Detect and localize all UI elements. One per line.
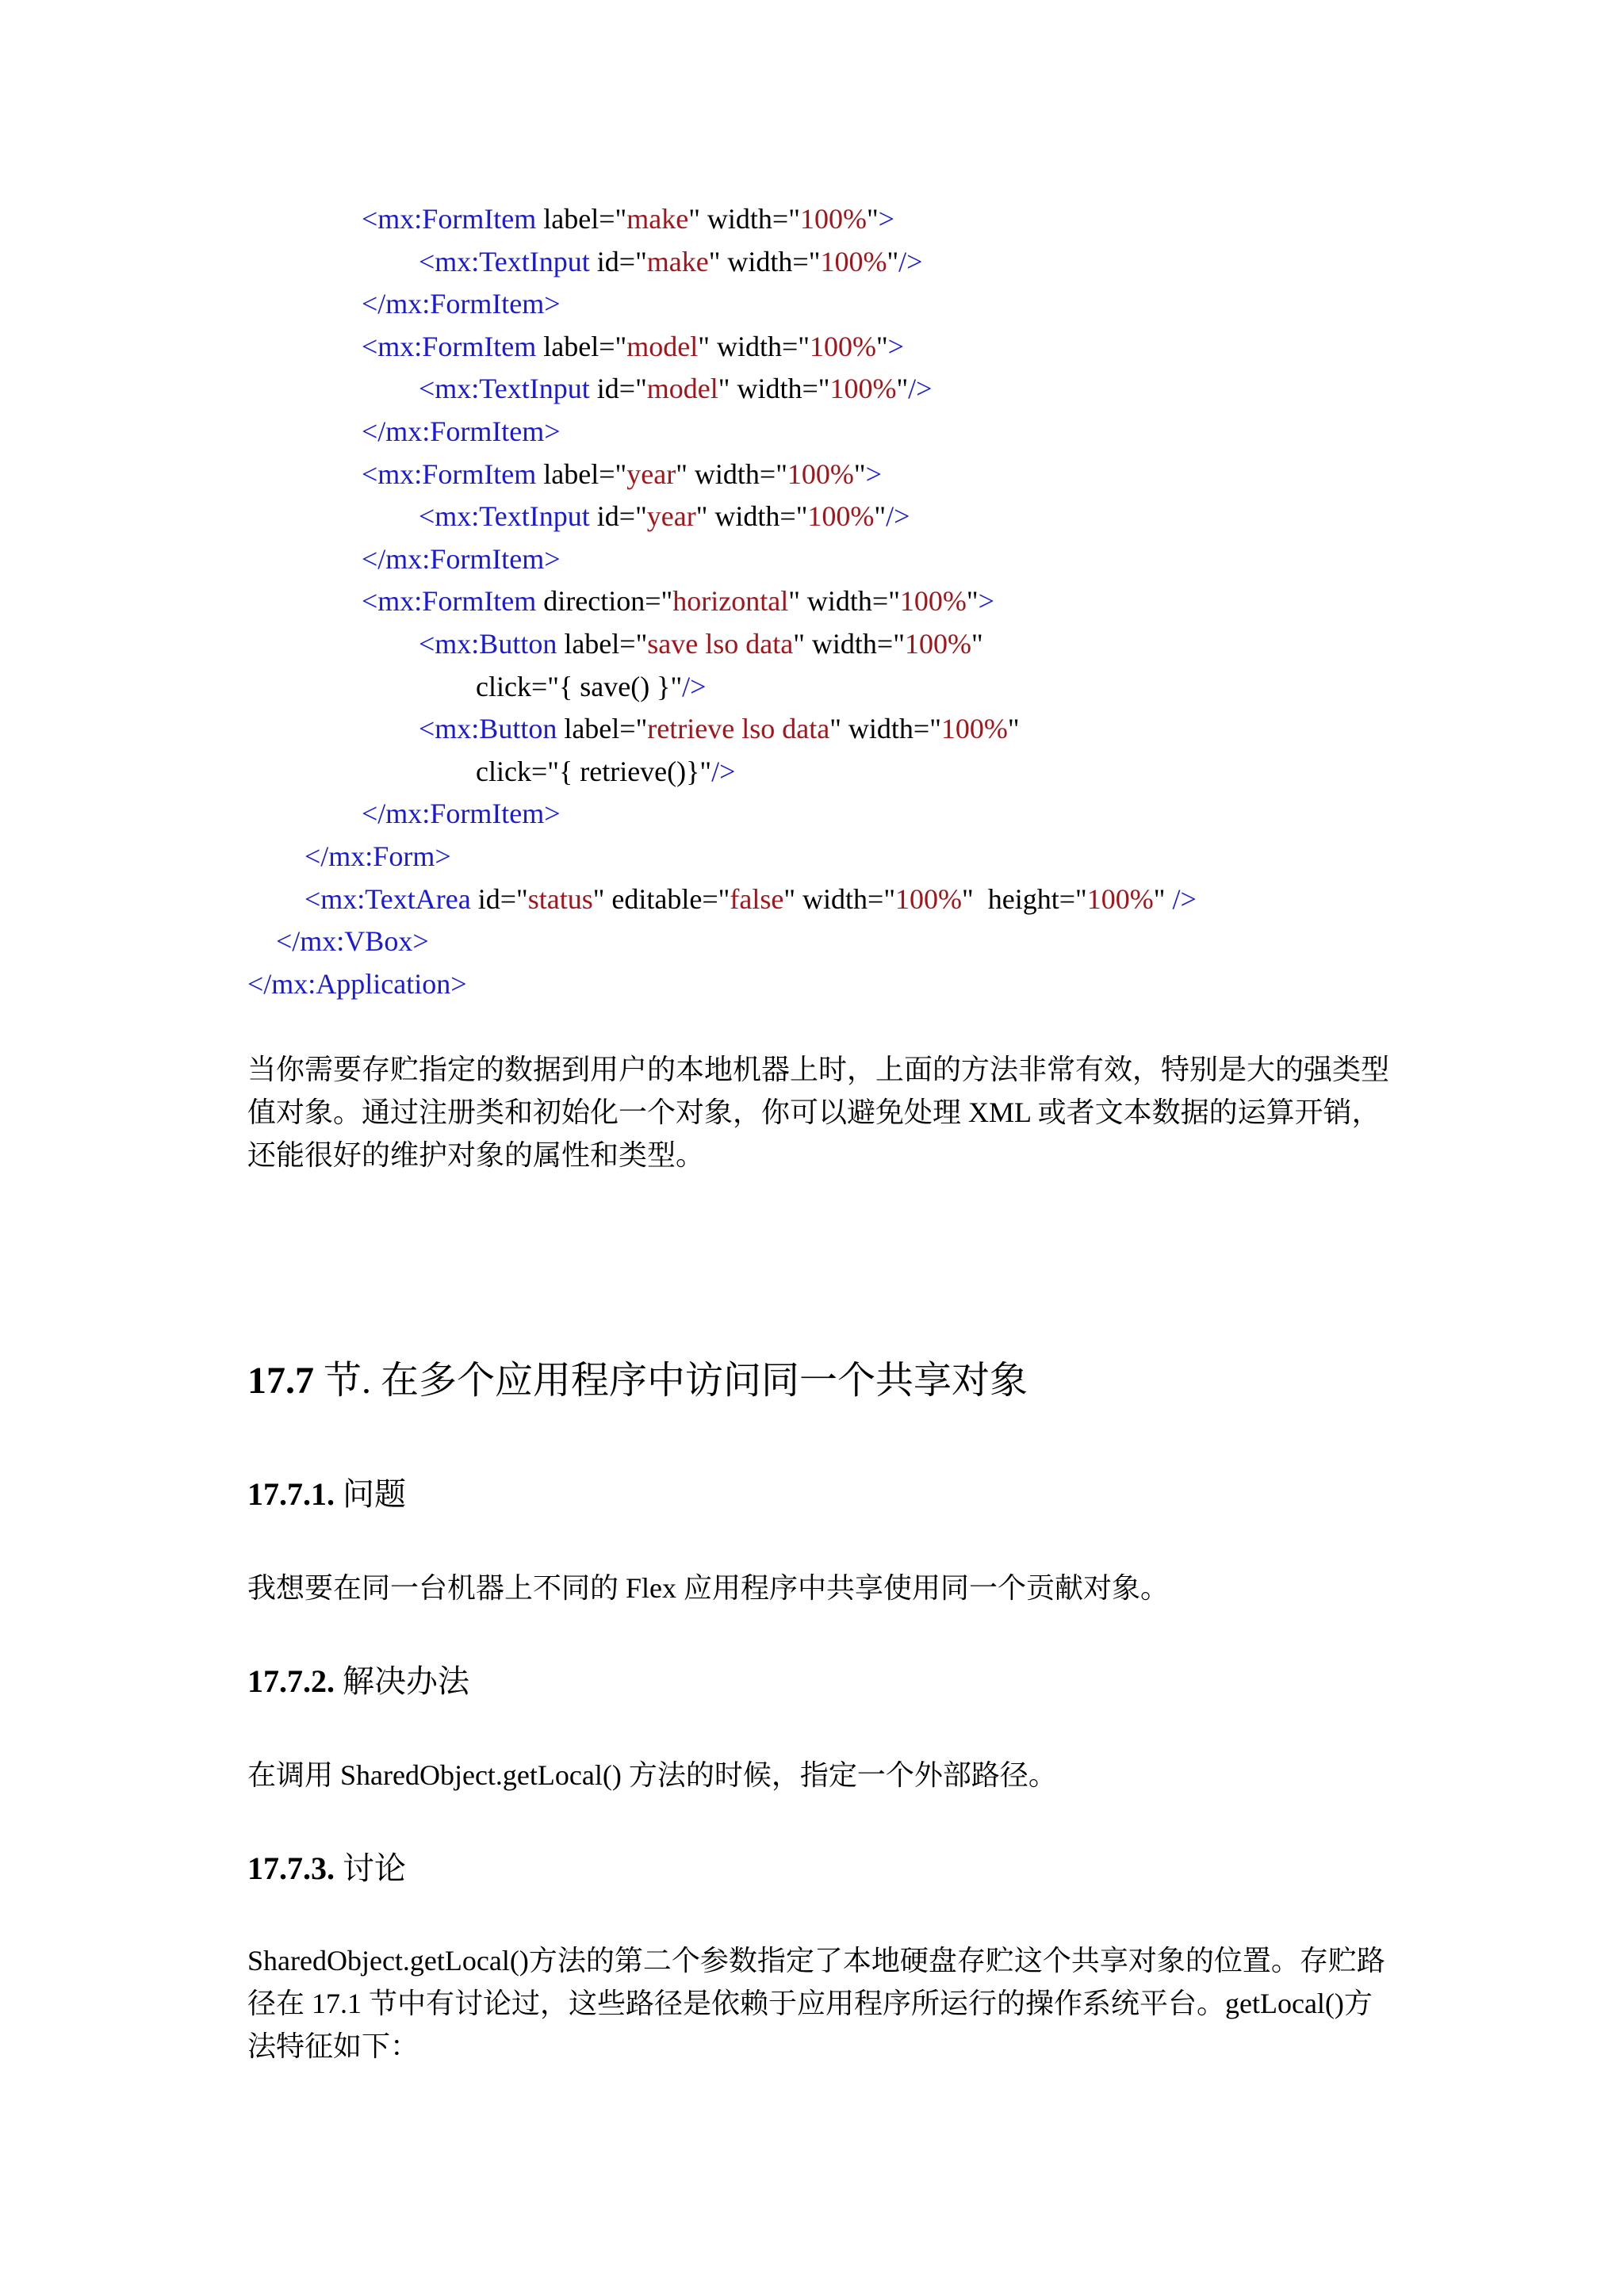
code-value: horizontal (672, 585, 789, 617)
code-value: 100% (829, 373, 897, 404)
code-text: " (874, 500, 887, 532)
code-text: click="{ save() }" (476, 671, 683, 702)
code-value: 100% (899, 585, 967, 617)
subsection-heading-discussion (247, 1849, 406, 1888)
code-text: " (853, 458, 866, 490)
code-line (419, 711, 1020, 746)
solution-paragraph: 在调用 SharedObject.getLocal() 方法的时候，指定一个外部路径。 (247, 1759, 1057, 1791)
discussion-paragraph: SharedObject.getLocal()方法的第二个参数指定了本地硬盘存贮这个共享对象的位置。存贮路径在 17.1 节中有讨论过，这些路径是依赖于应用程序所运行的操作系统平台。getLocal()方法特征如下： (247, 1945, 1385, 2062)
code-value: 100% (820, 246, 887, 277)
code-text: " editable=" (592, 883, 730, 915)
code-text: id=" (589, 246, 647, 277)
code-value: 100% (895, 883, 963, 915)
subsection-title: 讨论 (343, 1850, 406, 1886)
code-line (247, 966, 467, 1001)
subsection-number: 17.7.2. (247, 1663, 335, 1699)
code-text: label=" (536, 331, 627, 362)
code-tag: <mx:FormItem (362, 203, 537, 235)
code-text: id=" (589, 373, 647, 404)
code-value: save lso data (647, 628, 794, 660)
code-text: " width=" (783, 883, 896, 915)
code-text: " width=" (676, 458, 787, 490)
code-text: label=" (557, 628, 648, 660)
code-tag: /> (682, 671, 707, 702)
code-text: " (875, 331, 888, 362)
code-value: year (646, 500, 696, 532)
code-value: 100% (809, 331, 876, 362)
code-text: " width=" (688, 203, 800, 235)
code-tag: <mx:TextInput (419, 246, 590, 277)
code-value: 100% (787, 458, 854, 490)
code-line (476, 669, 706, 704)
section-number: 17.7 (247, 1360, 314, 1402)
code-text: label=" (536, 458, 627, 490)
code-tag: <mx:FormItem (362, 458, 537, 490)
code-text: " (887, 246, 899, 277)
problem-paragraph: 我想要在同一台机器上不同的 Flex 应用程序中共享使用同一个贡献对象。 (247, 1572, 1170, 1604)
subsection-number: 17.7.3. (247, 1850, 335, 1886)
code-tag: <mx:TextInput (419, 373, 590, 404)
code-text: " width=" (718, 373, 830, 404)
code-value: 100% (940, 713, 1008, 744)
section-title: 节. 在多个应用程序中访问同一个共享对象 (324, 1360, 1028, 1402)
code-value: 100% (807, 500, 875, 532)
code-tag: </mx:FormItem> (362, 288, 561, 320)
code-line (362, 457, 882, 492)
code-value: model (626, 331, 699, 362)
code-line (419, 371, 932, 406)
code-line (304, 839, 451, 874)
code-text: " (1153, 883, 1173, 915)
code-value: 100% (904, 628, 971, 660)
code-tag: /> (886, 500, 910, 532)
subsection-heading-problem (247, 1475, 406, 1514)
code-line (419, 626, 983, 661)
code-text: click="{ retrieve()}" (476, 756, 712, 787)
code-tag: /> (1172, 883, 1197, 915)
code-text: " (1007, 713, 1020, 744)
code-text: " (866, 203, 879, 235)
intro-paragraph: 当你需要存贮指定的数据到用户的本地机器上时，上面的方法非常有效，特别是大的强类型值对象。通过注册类和初始化一个对象，你可以避免处理 XML 或者文本数据的运算开销，还能很好的维护对象的属性和类型。 (247, 1054, 1390, 1171)
code-line (419, 244, 922, 279)
code-tag: > (865, 458, 882, 490)
code-tag: <mx:TextInput (419, 500, 590, 532)
code-value: false (730, 883, 784, 915)
code-line (304, 882, 1197, 916)
code-value: make (626, 203, 689, 235)
subsection-heading-solution (247, 1662, 469, 1701)
code-line (476, 754, 735, 789)
code-tag: <mx:FormItem (362, 585, 537, 617)
code-text: label=" (536, 203, 627, 235)
code-line (362, 541, 561, 576)
subsection-number: 17.7.1. (247, 1476, 335, 1512)
code-text: " width=" (829, 713, 941, 744)
code-tag: </mx:FormItem> (362, 415, 561, 447)
code-tag: <mx:Button (419, 713, 557, 744)
code-tag: <mx:TextArea (304, 883, 471, 915)
code-text: " width=" (695, 500, 808, 532)
code-text: " (971, 628, 983, 660)
code-text: id=" (589, 500, 647, 532)
code-line (362, 414, 561, 449)
code-text: " (896, 373, 909, 404)
code-tag: > (887, 331, 904, 362)
code-tag: /> (908, 373, 933, 404)
code-line (276, 924, 429, 959)
code-line (362, 201, 894, 236)
code-value: 100% (1086, 883, 1154, 915)
section-heading (247, 1357, 1028, 1405)
subsection-title: 问题 (343, 1476, 406, 1512)
code-text: " width=" (708, 246, 821, 277)
code-tag: <mx:Button (419, 628, 557, 660)
code-line (362, 584, 994, 618)
code-text: " width=" (788, 585, 900, 617)
code-value: make (646, 246, 709, 277)
code-line (362, 796, 561, 831)
code-text: " width=" (793, 628, 905, 660)
code-tag: > (978, 585, 994, 617)
code-text: " width=" (698, 331, 810, 362)
code-value: model (646, 373, 718, 404)
code-value: status (527, 883, 593, 915)
code-tag: </mx:Application> (247, 968, 467, 1000)
code-text: direction=" (536, 585, 673, 617)
code-text: " height=" (962, 883, 1087, 915)
code-tag: /> (898, 246, 923, 277)
code-tag: > (878, 203, 894, 235)
code-tag: </mx:Form> (304, 840, 451, 872)
code-tag: <mx:FormItem (362, 331, 537, 362)
code-value: retrieve lso data (647, 713, 830, 744)
subsection-title: 解决办法 (343, 1663, 469, 1699)
code-value: 100% (799, 203, 867, 235)
code-line (419, 499, 910, 534)
code-text: label=" (557, 713, 648, 744)
code-text: " (966, 585, 979, 617)
code-tag: </mx:VBox> (276, 925, 429, 957)
code-tag: </mx:FormItem> (362, 543, 561, 575)
code-value: year (626, 458, 676, 490)
code-line (362, 329, 904, 364)
code-text: id=" (470, 883, 528, 915)
code-tag: /> (711, 756, 736, 787)
code-line (362, 286, 561, 321)
code-tag: </mx:FormItem> (362, 798, 561, 829)
